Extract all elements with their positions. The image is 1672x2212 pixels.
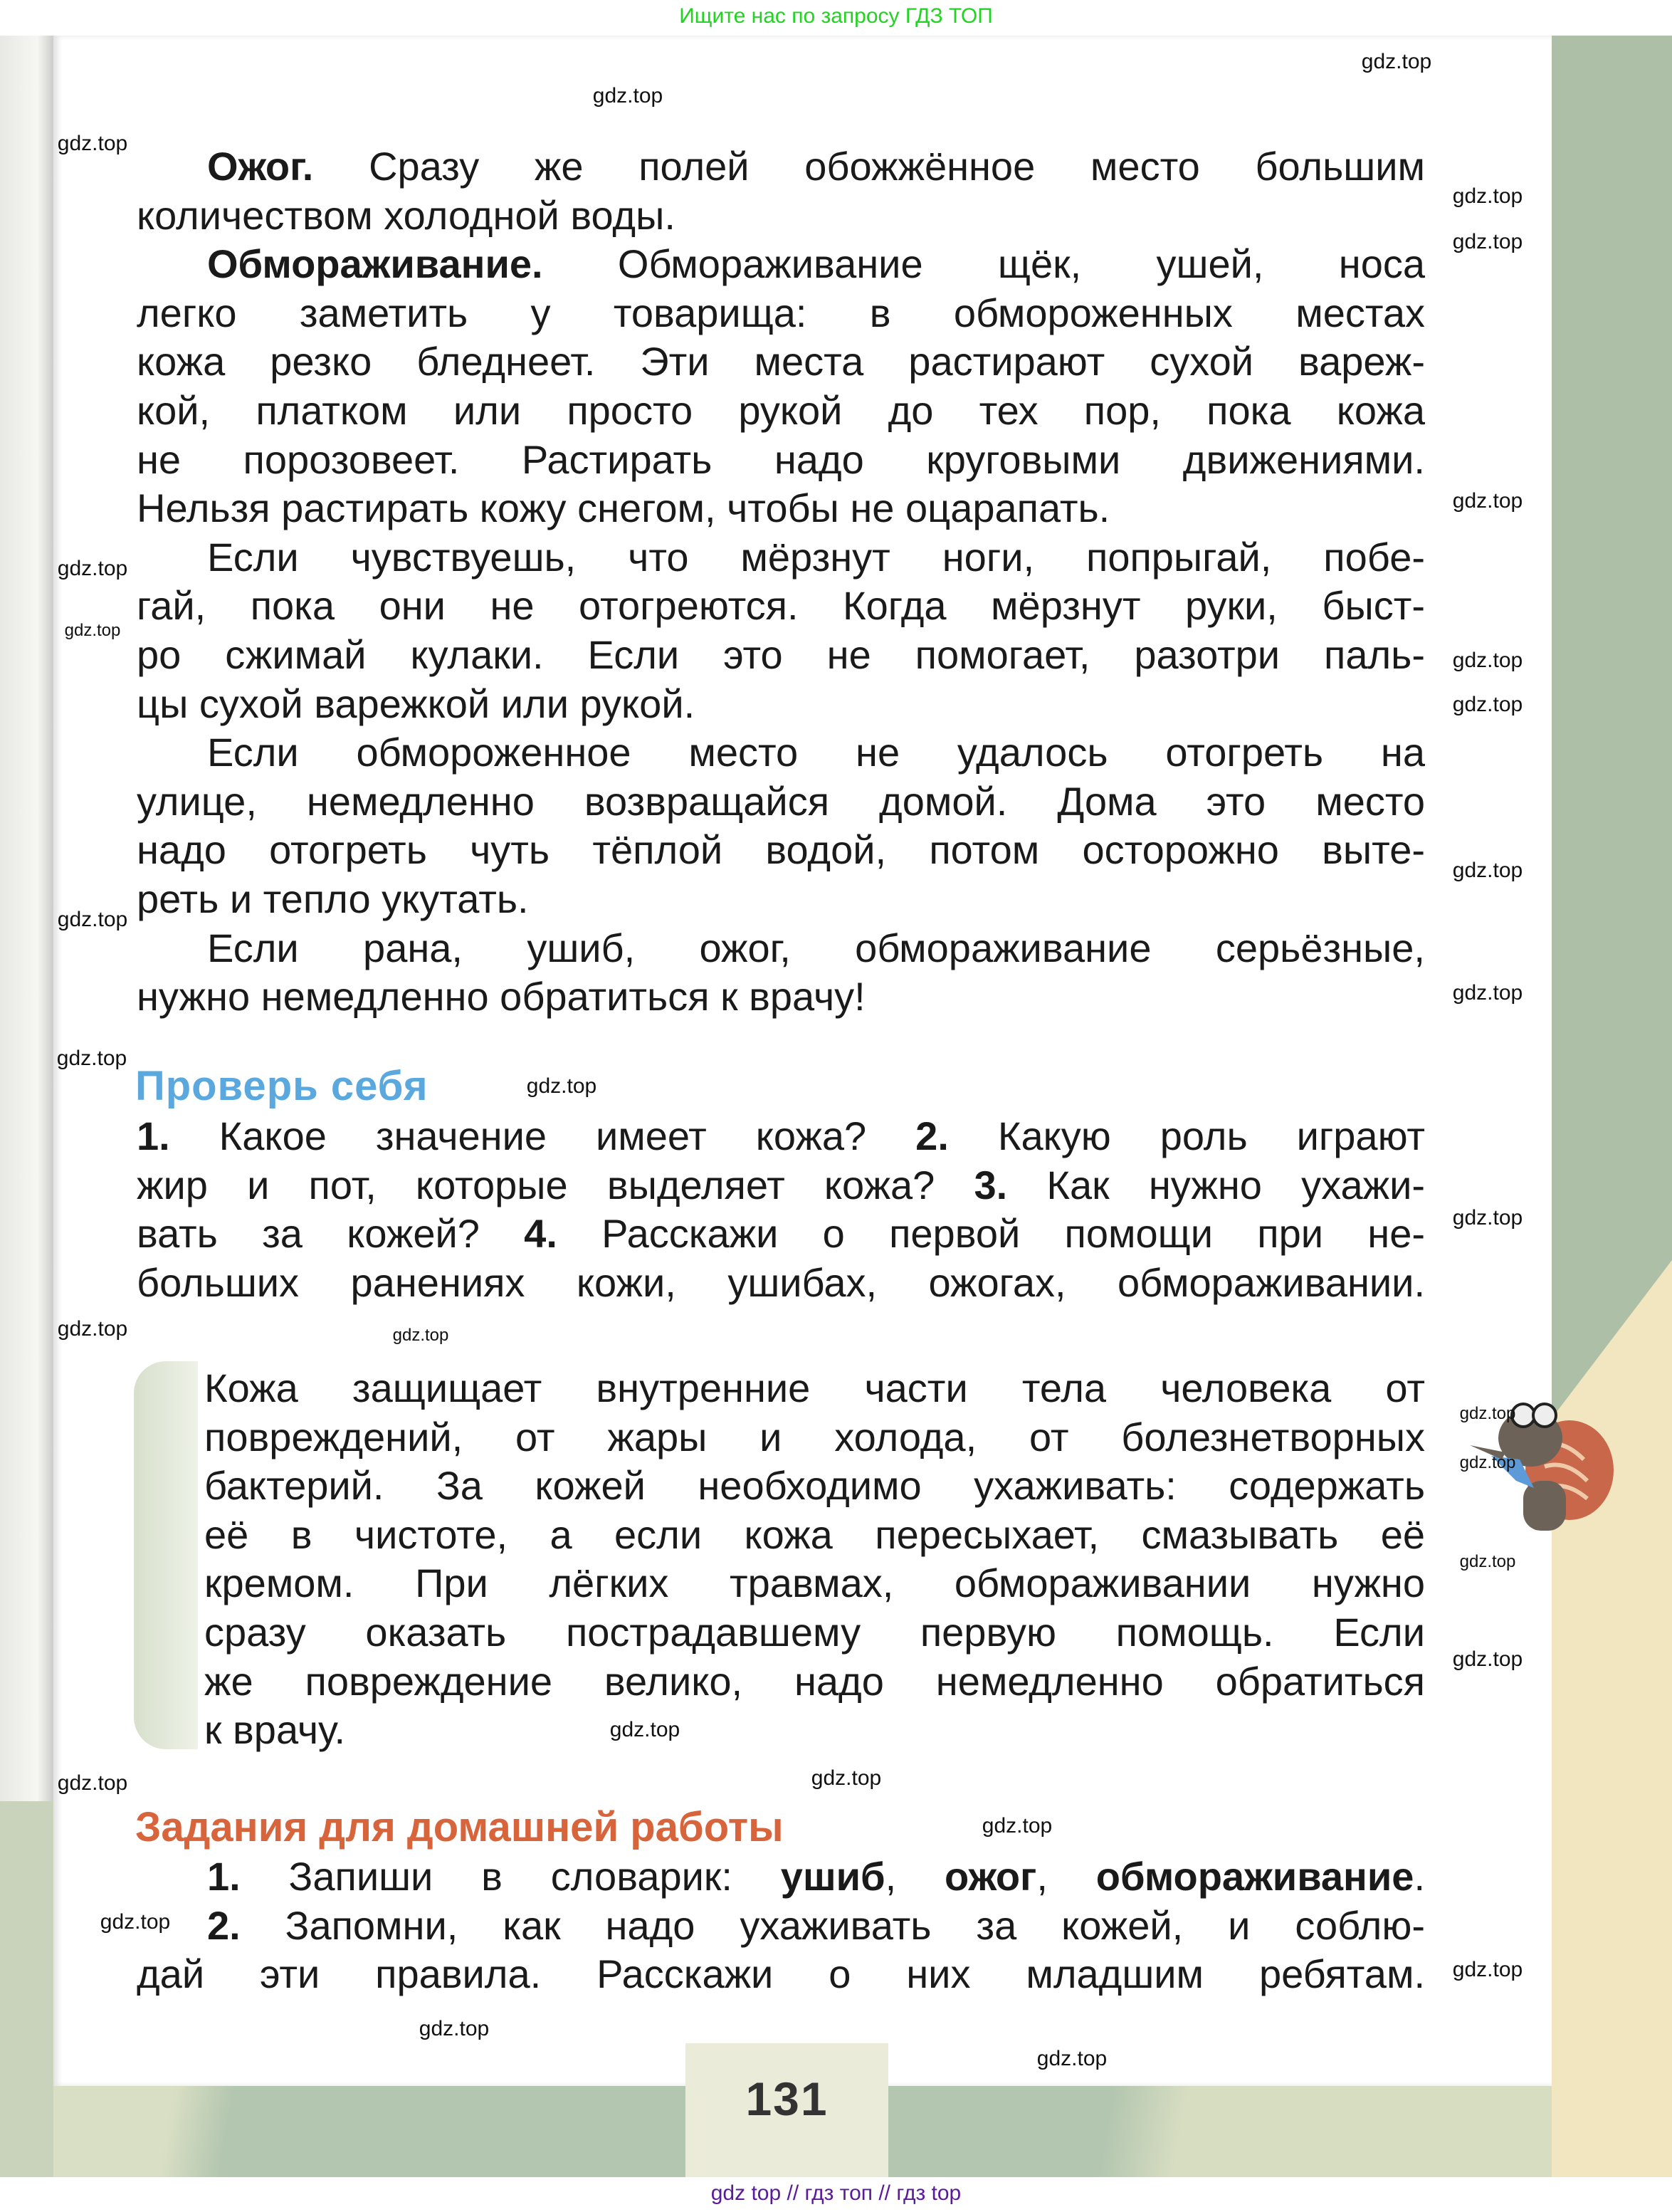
text-line [137,436,1425,484]
watermark: gdz.top [1459,1404,1516,1423]
text-segment: легко заметить у товарища: в обмороженных местах [137,290,1425,335]
text-line [207,142,1425,191]
watermark: gdz.top [526,1074,597,1098]
watermark: gdz.top [1452,1647,1523,1671]
watermark: gdz.top [57,557,128,580]
text-segment: Расскажи о первой помощи при не- [557,1211,1425,1257]
text-segment: же повреждение велико, надо немедленно обратиться [204,1658,1425,1704]
text-line [204,1706,1425,1754]
text-segment: . [1414,1854,1425,1899]
text-segment: Сразу же полей обожжённое место большим [313,144,1425,189]
watermark: gdz.top [1452,230,1523,253]
watermark: gdz.top [57,132,128,155]
text-segment: реть и тепло укутать. [137,876,529,921]
text-line [204,1462,1425,1510]
text-segment: количеством холодной воды. [137,192,675,238]
bold-term: 3. [974,1162,1008,1207]
text-line [204,1608,1425,1657]
text-segment: бактерий. За кожей необходимо ухаживать: содержать [204,1463,1425,1509]
watermark: gdz.top [1036,2047,1108,2070]
page-number: 131 [745,2072,829,2125]
watermark: gdz.top [419,2017,490,2040]
text-line [137,1161,1425,1210]
watermark: gdz.top [1452,1958,1523,1981]
watermark: gdz.top [64,621,121,640]
text-segment: Какое значение имеет кожа? [169,1113,916,1158]
text-segment: больших ранениях кожи, ушибах, ожогах, обмораживании. [137,1259,1425,1305]
homework-heading: Задания для домашней работы [135,1804,784,1850]
watermark: gdz.top [609,1718,680,1741]
watermark: gdz.top [1452,981,1523,1005]
text-line [207,1902,1425,1950]
watermark: gdz.top [1459,1453,1516,1472]
watermark: gdz.top [100,1910,171,1934]
text-line [137,1259,1425,1307]
spine-decoration [0,1801,53,2177]
text-segment: улице, немедленно возвращайся домой. Дома это место [137,778,1425,824]
text-segment: Если обмороженное место не удалось отогреть на [207,730,1425,775]
text-segment: её в чистоте, а если кожа пересыхает, смазывать её [204,1511,1425,1557]
watermark: gdz.top [1452,859,1523,882]
bold-term: Обмораживание. [207,241,543,287]
text-segment: Нельзя растирать кожу снегом, чтобы не оцарапать. [137,486,1110,531]
text-line [204,1413,1425,1462]
text-segment: дай эти правила. Расскажи о них младшим ребятам. [137,1951,1425,1997]
text-segment: гай, пока они не отогреются. Когда мёрзнут руки, быст- [137,583,1425,629]
text-segment: , [1036,1854,1096,1899]
watermark: gdz.top [57,908,128,931]
bold-term: 1. [207,1854,241,1899]
check-yourself-heading: Проверь себя [135,1063,428,1109]
text-line [137,631,1425,679]
text-segment: сразу оказать пострадавшему первую помощь. Если [204,1610,1425,1655]
watermark: gdz.top [592,84,663,108]
text-segment: вать за кожей? [137,1211,525,1257]
text-line [137,582,1425,630]
text-line [137,387,1425,435]
text-line [137,973,1425,1021]
text-segment: Запиши в словарик: [240,1854,781,1899]
text-line [207,924,1425,973]
text-segment: Как нужно ухажи- [1007,1162,1426,1207]
text-line [137,289,1425,337]
text-line [204,1559,1425,1608]
summary-box-marker [134,1361,198,1749]
text-line [137,1112,1425,1160]
watermark: gdz.top [1361,50,1432,73]
text-segment: кой, платком или просто рукой до тех пор, пока кожа [137,388,1425,433]
watermark: gdz.top [811,1766,882,1790]
bold-term: ушиб [780,1854,885,1899]
text-line [207,728,1425,777]
watermark: gdz.top [1459,1552,1516,1571]
text-segment: Запомни, как надо ухаживать за кожей, и соблю- [240,1902,1425,1948]
turtle-illustration [1463,1353,1619,1545]
watermark: gdz.top [57,1317,128,1341]
bold-term: 2. [915,1113,949,1158]
watermark: gdz.top [1452,184,1523,208]
text-segment: Обмораживание щёк, ушей, носа [542,241,1425,287]
text-segment: Кожа защищает внутренние части тела человека от [204,1366,1425,1410]
watermark: gdz.top [1452,649,1523,672]
watermark: gdz.top [1452,1206,1523,1230]
watermark: gdz.top [56,1047,127,1070]
text-line [137,875,1425,923]
text-line [137,337,1425,386]
watermark: gdz.top [57,1771,128,1795]
text-line [204,1657,1425,1706]
bold-term: обмораживание [1095,1854,1414,1899]
watermark: gdz.top [392,1326,449,1345]
top-banner[interactable]: Ищите нас по запросу ГДЗ ТОП [679,4,993,28]
bold-term: 1. [137,1113,170,1158]
watermark: gdz.top [982,1814,1053,1838]
text-segment: цы сухой варежкой или рукой. [137,681,695,726]
text-segment: к врачу. [204,1707,345,1753]
text-segment: не порозовеет. Растирать надо круговыми движениями. [137,436,1425,482]
text-line [207,1852,1425,1901]
bold-term: Ожог. [207,144,314,189]
text-line [137,826,1425,874]
text-line [137,1210,1425,1258]
bold-term: ожог [945,1854,1037,1899]
text-line [137,777,1425,826]
text-segment: повреждений, от жары и холода, от болезнетворных [204,1414,1425,1459]
text-line [137,484,1425,533]
text-line [137,192,1425,240]
text-line [207,533,1425,582]
text-segment: Если чувствуешь, что мёрзнут ноги, попрыгай, побе- [207,534,1425,580]
text-segment: жир и пот, которые выделяет кожа? [137,1162,974,1207]
text-line [204,1364,1425,1412]
footer-banner[interactable]: gdz top // гдз топ // гдз top [0,2177,1672,2212]
watermark: gdz.top [1452,693,1523,716]
watermark: gdz.top [1452,489,1523,513]
text-segment: Какую роль играют [948,1113,1425,1158]
text-segment: , [885,1854,945,1899]
bold-term: 2. [207,1902,241,1948]
text-segment: нужно немедленно обратиться к врачу! [137,974,866,1019]
text-segment: кремом. При лёгких травмах, обмораживании нужно [204,1561,1425,1606]
text-line [137,1950,1425,1998]
text-line [207,240,1425,288]
text-segment: ро сжимай кулаки. Если это не помогает, разотри паль- [137,632,1425,677]
text-line [137,680,1425,728]
text-segment: Если рана, ушиб, ожог, обмораживание серьёзные, [207,925,1425,970]
text-segment: надо отогреть чуть тёплой водой, потом осторожно выте- [137,827,1425,873]
bold-term: 4. [524,1211,557,1257]
text-line [204,1511,1425,1559]
text-segment: кожа резко бледнеет. Эти места растирают сухой вареж- [137,339,1425,384]
